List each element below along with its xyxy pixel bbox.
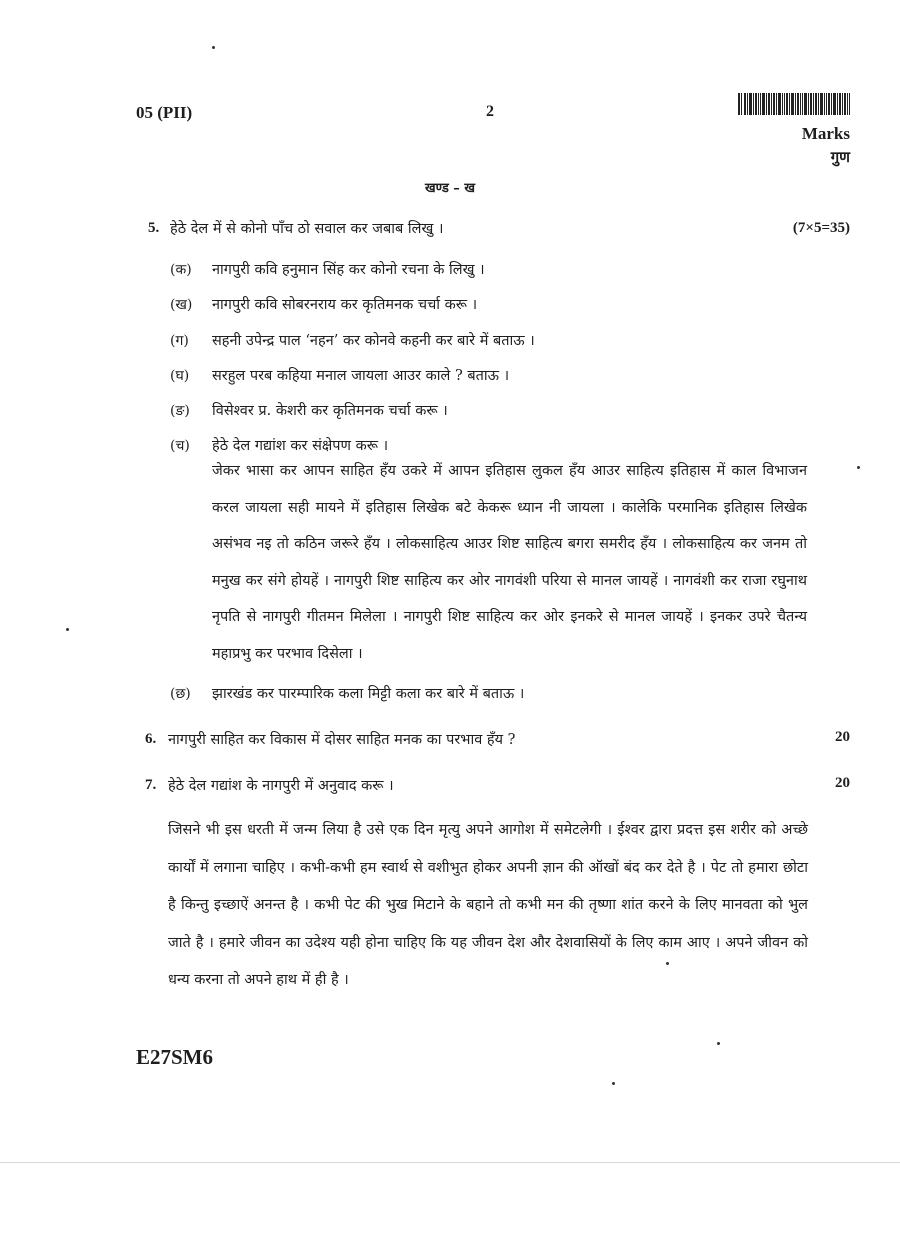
question-5-sub-cha-label: (च) — [170, 438, 190, 454]
question-5-marks: (7×5=35) — [792, 220, 850, 236]
question-5-sub-kha-text: नागपुरी कवि सोबरनराय कर कृतिमनक चर्चा करू । — [212, 297, 478, 313]
question-5-sub-cha-text: हेठे देल गद्यांश कर संक्षेपण करू । — [212, 438, 389, 454]
question-7-text: हेठे देल गद्यांश के नागपुरी में अनुवाद करू । — [168, 778, 394, 794]
section-title: खण्ड – ख — [425, 181, 475, 196]
scan-speck — [717, 1042, 720, 1045]
question-7-passage: जिसने भी इस धरती में जन्म लिया है उसे एक दिन मृत्यु अपने आगोश में समेटलेगी । ईश्वर द्वारा प्रदत्त इस शरीर को अच्छे कार्यों में लगाना चाहिए । कभी-कभी हम स्वार्थ से वशीभुत होकर अपनी ज्ञान की ऑखों बंद कर देते है । पेट तो हमारा छोटा है किन्तु इच्छाऐं अनन्त है । कभी पेट की भुख मिटाने के बहाने तो कभी मन की तृष्णा शांत करने के लिए मानवता को भुल जाते है । हमारे जीवन का उदेश्य यही होना चाहिए कि यह जीवन देश और देशवासियों के लिए काम आए । अपने जीवन को धन्य करना तो अपने हाथ में ही है । — [168, 822, 808, 988]
question-5-sub-chha-text: झारखंड कर पारम्पारिक कला मिट्टी कला कर बारे में बताऊ । — [212, 686, 525, 702]
question-7-marks: 20 — [835, 775, 850, 791]
footer-code: E27SM6 — [136, 1045, 214, 1069]
page-number: 2 — [486, 103, 494, 120]
question-5-number: 5. — [148, 220, 160, 236]
question-5-sub-chha-label: (छ) — [170, 686, 191, 702]
question-5-text: हेठे देल में से कोनो पाँच ठो सवाल कर जबाब लिखु । — [170, 221, 444, 237]
question-5-sub-gha-text: सरहुल परब कहिया मनाल जायला आउर काले ? बताऊ । — [212, 368, 510, 384]
question-5-sub-nga-text: विसेश्वर प्र. केशरी कर कृतिमनक चर्चा करू । — [212, 403, 448, 419]
question-5-sub-kha-label: (ख) — [170, 297, 193, 313]
scan-speck — [212, 46, 215, 49]
question-5-sub-ka-text: नागपुरी कवि हनुमान सिंह कर कोनो रचना के लिखु । — [212, 262, 485, 278]
question-5-sub-ka-label: (क) — [170, 262, 192, 278]
question-7-number: 7. — [145, 777, 157, 793]
question-5-passage: जेकर भासा कर आपन साहित हँय उकरे में आपन इतिहास लुकल हँय आउर साहित्य इतिहास में काल विभाजन करल जायला सही मायने में इतिहास लिखेक बटे केकरू ध्यान नी जायला । कालेकि परमानिक इतिहास लिखेक असंभव नइ तो कठिन जरूरे हँय । लोकसाहित्य आउर शिष्ट साहित्य बगरा समरीद हँय । लोकसाहित्य कर जनम तो मनुख कर संगे होयहें । नागपुरी शिष्ट साहित्य कर ओर नागवंशी परिया से मानल जायहें । नागवंशी कर राजा रघुनाथ नृपति से नागपुरी गीतमन मिलेला । नागपुरी शिष्ट साहित्य कर ओर इनकरे से मानल जायहें । इनकर उपरे चैतन्य महाप्रभु कर परभाव दिसेला । — [212, 463, 807, 662]
scan-speck — [857, 466, 860, 469]
question-5-sub-ga-text: सहनी उपेन्द्र पाल ‘नहन’ कर कोनवे कहनी कर बारे में बताऊ । — [212, 333, 535, 349]
barcode-image — [738, 93, 850, 115]
question-5-sub-ga-label: (ग) — [170, 333, 189, 349]
question-6-number: 6. — [145, 731, 157, 747]
scan-speck — [612, 1082, 615, 1085]
question-6-text: नागपुरी साहित कर विकास में दोसर साहित मनक का परभाव हँय ? — [168, 732, 516, 748]
marks-heading-english: Marks — [801, 124, 850, 143]
question-5-sub-gha-label: (घ) — [170, 368, 190, 384]
question-5-sub-nga-label: (ङ) — [170, 403, 190, 419]
paper-code: 05 (PII) — [136, 103, 193, 122]
scan-speck — [66, 628, 69, 631]
scan-speck — [666, 962, 669, 965]
question-6-marks: 20 — [835, 729, 850, 745]
marks-heading-hindi: गुण — [830, 148, 850, 166]
page-bottom-rule — [0, 1162, 900, 1163]
